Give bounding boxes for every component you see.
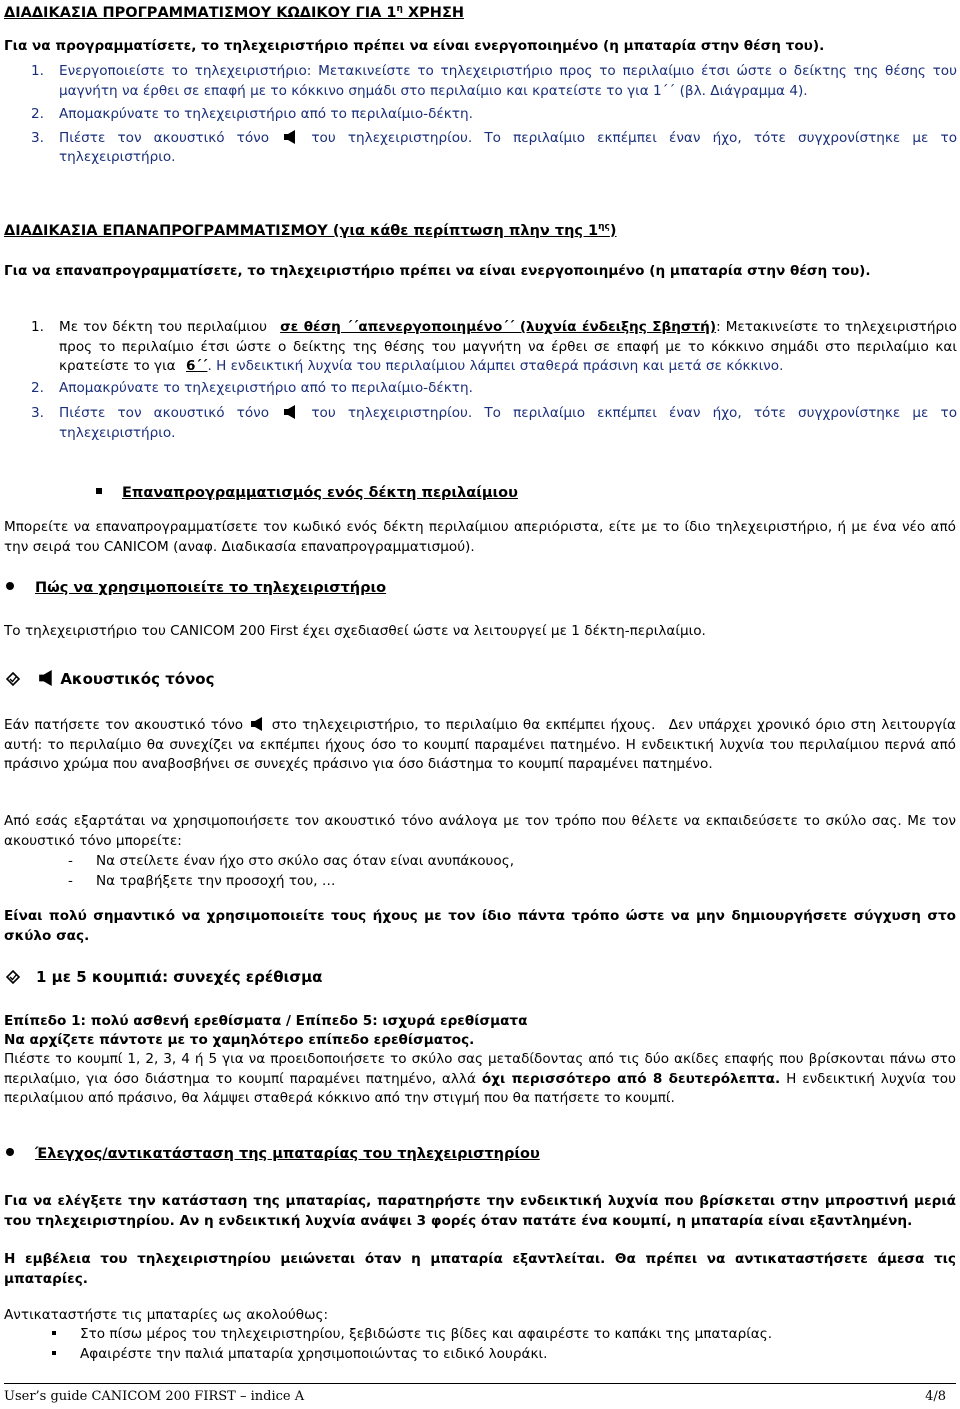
list-item-text: Να στείλετε έναν ήχο στο σκύλο σας όταν είναι ανυπάκουος, [96,853,515,869]
section2-title-sup: ης [598,222,610,232]
max-duration-text: όχι περισσότερο από 8 δευτερόλεπτα. [481,1070,781,1087]
step-text: Πιέστε τον ακουστικό τόνο [59,405,270,421]
round-bullet-icon [6,582,14,590]
step-text: Απομακρύνατε το τηλεχειριστήριο από το περιλαίμιο-δέκτη. [59,106,473,122]
step-text-mid: : Μετακινείστε το τηλεχειριστήριο προς το περιλαίμιο έτσι ώστε ο δείκτης της θέσης του μαγνήτη να έρθει σε επαφή με το κόκκινο σημάδι στο περιλαίμιο και κρατείστε το για [59,319,957,374]
section1-intro: Για να προγραμματίσετε, το τηλεχειριστήριο πρέπει να είναι ενεργοποιημένο (η μπαταρία στην θέση του). [4,38,825,54]
text-span: Η ενδεικτική λυχνία του περιλαίμιου από πράσινο, θα λάμψει σταθερά κόκκινο από την στιγμή που θα πατήσετε το κουμπί. [4,1070,956,1106]
text-span: Πιέστε το κουμπί 1, 2, 3, 4 ή 5 για να προειδοποιήσετε το σκύλο σας μεταδίδοντας από τις δύο ακίδες επαφής που βρίσκονται πάνω στο περιλαίμιο, για όσο διάστημα το κουμπί παραμένει πατημένο, αλλά [4,1051,956,1087]
step-number: 2. [31,379,44,396]
step-number: 3. [31,129,44,146]
step-text: Πιέστε τον ακουστικό τόνο [59,129,270,146]
six-seconds-text: 6΄΄ [185,358,208,374]
section7-battery-check: Για να ελέγξετε την κατάσταση της μπαταρίας, παρατηρήστε την ενδεικτική λυχνία που βρίσκεται στην μπροστινή μεριά του τηλεχειριστηρίου. Αν η ενδεικτική λυχνία ανάψει 3 φορές όταν πατάτε ένα κουμπί, η μπαταρία είναι εξαντλημένη. [4,1193,956,1229]
speaker-icon [38,668,54,688]
round-bullet-icon [6,1148,14,1156]
step-number: 1. [31,319,44,335]
section5-paragraph1 [4,716,956,775]
section2-step2 [31,379,957,399]
footer-page-number: 4/8 [925,1389,946,1404]
step-text-tail: του τηλεχειριστηρίου. Το περιλαίμιο εκπέμπει έναν ήχο, τότε συγχρονίστηκε με το τηλεχειριστήριο. [59,405,958,441]
speaker-icon [283,404,297,420]
section7-steps-list [52,1325,952,1364]
section1-title-sup: η [396,4,403,14]
step-number: 2. [31,106,44,122]
list-item-text: Αφαιρέστε την παλιά μπαταρία χρησιμοποιώντας το ειδικό λουράκι. [80,1345,548,1362]
section2-intro: Για να επαναπρογραμματίσετε, το τηλεχειριστήριο πρέπει να είναι ενεργοποιημένο (η μπαταρία στην θέση του). [4,263,871,279]
section2-title-tail: ) [609,222,617,239]
section6-title: 1 με 5 κουμπιά: συνεχές ερέθισμα [36,968,323,986]
square-bullet-icon [52,1351,56,1355]
list-item [68,852,948,872]
section3-heading [96,485,956,501]
section5-dash-list [68,852,948,891]
square-bullet-icon [96,488,102,494]
section7-title: Έλεγχος/αντικατάσταση της μπαταρίας του τηλεχειριστηρίου [35,1146,540,1162]
list-item [68,872,948,892]
speaker-icon [250,716,264,732]
section1-title-text: ΔΙΑΔΙΚΑΣΙΑ ΠΡΟΓΡΑΜΜΑΤΙΣΜΟΥ ΚΩΔΙΚΟΥ ΓΙΑ 1 [4,4,397,21]
list-item-text: Στο πίσω μέρος του τηλεχειριστηρίου, ξεβιδώστε τις βίδες και αφαιρέστε το καπάκι της μπαταρίας. [80,1326,773,1342]
section4-title: Πώς να χρησιμοποιείτε το τηλεχειριστήριο [35,580,387,596]
list-item-text: Να τραβήξετε την προσοχή του, … [96,872,336,889]
step-number: 1. [31,63,44,79]
section5-warning: Είναι πολύ σημαντικό να χρησιμοποιείτε τους ήχους με τον ίδιο πάντα τρόπο ώστε να μην δημιουργήσετε σύγχυση στο σκύλο σας. [4,908,956,944]
section1-steps [31,62,957,168]
text-span: Δεν υπάρχει χρονικό όριο στη λειτουργία αυτή: το περιλαίμιο θα συνεχίζει να εκπέμπει ήχους όσο το κουμπί παραμένει πατημένο. Η ενδεικτική λυχνία του περιλαίμιου περνά από πράσινο χρώμα που αναβοσβήνει σε συνεχές πράσινο για όσο διάστημα το κουμπί παραμένει πατημένο. [4,717,956,772]
off-state-text: σε θέση ΄΄απενεργοποιημένο΄΄ (λυχνία ένδειξης Σβηστή) [280,319,717,335]
section2-step3 [31,404,957,443]
section1-title-tail: ΧΡΗΣΗ [402,4,464,21]
section3-title: Επαναπρογραμματισμός ενός δέκτη περιλαίμιου [122,485,518,501]
step-number: 3. [31,405,44,421]
speaker-icon [283,129,297,145]
step-text: Απομακρύνατε το τηλεχειριστήριο από το περιλαίμιο-δέκτη. [59,379,473,396]
text-span: στο τηλεχειριστήριο, το περιλαίμιο θα εκπέμπει ήχους. [271,717,656,733]
diamond-check-bullet-icon [6,672,20,686]
section7-range-warning: Η εμβέλεια του τηλεχειριστηρίου μειώνεται όταν η μπαταρία εξαντλείται. Θα πρέπει να αντικαταστήσετε άμεσα τις μπαταρίες. [4,1251,956,1287]
section4-text: Το τηλεχειριστήριο του CANICOM 200 First έχει σχεδιασθεί ώστε να λειτουργεί με 1 δέκτη-περιλαίμιο. [4,623,706,639]
step-text: Με τον δέκτη του περιλαίμιου [59,319,268,335]
list-item [52,1325,952,1345]
section3-text: Μπορείτε να επαναπρογραμματίσετε τον κωδικό ενός δέκτη περιλαίμιου απεριόριστα, είτε με το ίδιο τηλεχειριστήριο, ή με ένα νέο από την σειρά του CANICOM (αναφ. Διαδικασία επαναπρογραμματισμού). [4,519,956,555]
square-bullet-icon [52,1331,56,1335]
footer-rule [4,1383,956,1384]
step-text: Ενεργοποιείστε το τηλεχειριστήριο: Μετακινείστε το τηλεχειριστήριο προς το περιλαίμιο έτσι ώστε ο δείκτης της θέσης του μαγνήτη να έρθει σε επαφή με το κόκκινο σημάδι στο περιλαίμιο και κρατείστε το για 1΄΄ (βλ. Διάγραμμα 4). [59,63,957,99]
diamond-check-bullet-icon [6,970,20,984]
section1-step1 [31,62,957,101]
section1-step3 [31,129,957,168]
section2-title [4,222,954,239]
section6-start-low: Να αρχίζετε πάντοτε με το χαμηλότερο επίπεδο ερεθίσματος. [4,1032,475,1048]
section1-step2 [31,105,957,125]
step-text-tail: του τηλεχειριστηρίου. Το περιλαίμιο εκπέμπει έναν ήχο, τότε συγχρονίστηκε με το τηλεχειριστήριο. [59,129,958,165]
step-text-tail: . Η ενδεικτική λυχνία του περιλαίμιου λάμπει σταθερά πράσινη και μετά σε κόκκινο. [207,358,784,374]
list-item [52,1345,952,1365]
text-span: Εάν πατήσετε τον ακουστικό τόνο [4,717,244,733]
section6-levels: Επίπεδο 1: πολύ ασθενή ερεθίσματα / Επίπεδο 5: ισχυρά ερεθίσματα [4,1013,528,1029]
section1-title [4,4,954,21]
section6-paragraph [4,1050,956,1109]
section7-heading [4,1146,944,1162]
footer-left: User’s guide CANICOM 200 FIRST – indice A [4,1389,305,1404]
dash-bullet: - [68,872,73,889]
section5-paragraph2: Από εσάς εξαρτάται να χρησιμοποιήσετε τον ακουστικό τόνο ανάλογα με τον τρόπο που θέλετε να εκπαιδεύσετε το σκύλο σας. Με τον ακουστικό τόνο μπορείτε: [4,813,956,849]
section5-title: Ακουστικός τόνος [60,670,215,688]
section5-heading [6,668,946,688]
section4-heading [4,580,944,596]
section6-heading [6,968,946,986]
dash-bullet: - [68,853,73,869]
section2-steps [31,318,957,443]
section7-intro: Αντικαταστήστε τις μπαταρίες ως ακολούθως: [4,1307,329,1323]
section2-title-text: ΔΙΑΔΙΚΑΣΙΑ ΕΠΑΝΑΠΡΟΓΡΑΜΜΑΤΙΣΜΟΥ (για κάθε περίπτωση πλην της 1 [4,222,599,239]
section2-step1 [31,318,957,377]
